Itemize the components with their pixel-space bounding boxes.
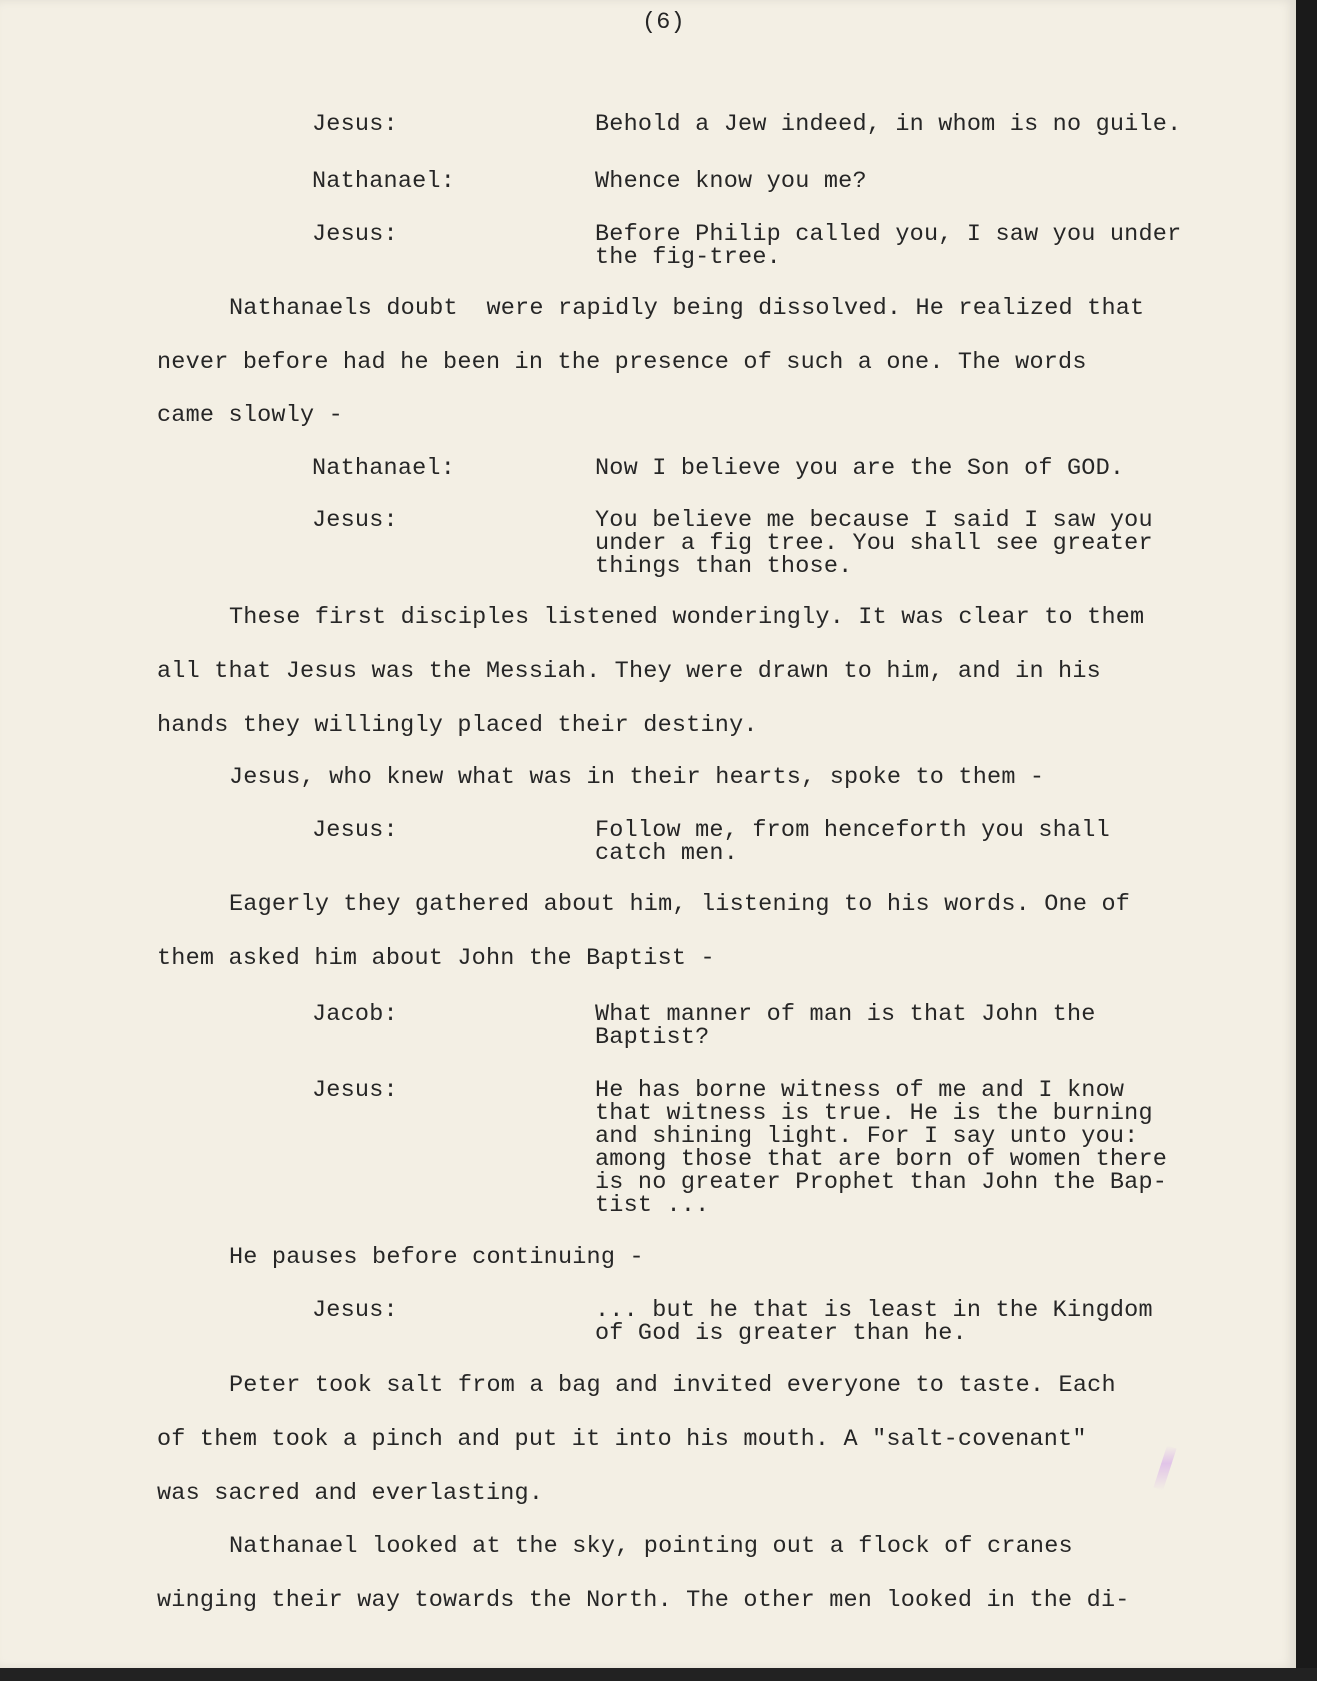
dialogue-speaker: Nathanael: [312, 455, 456, 482]
dialogue-line: is no greater Prophet than John the Bap- [595, 1169, 1168, 1196]
ink-mark [1153, 1446, 1176, 1491]
dialogue-speaker: Jacob: [312, 1001, 398, 1028]
dialogue-line: tist ... [595, 1192, 710, 1219]
dialogue-speaker: Nathanael: [312, 168, 456, 195]
scan-border-bottom [0, 1668, 1317, 1681]
dialogue-line: under a fig tree. You shall see greater [595, 530, 1153, 557]
dialogue-line: Baptist? [595, 1024, 710, 1051]
scan-border-right [1296, 0, 1317, 1681]
dialogue-speaker: Jesus: [312, 507, 398, 534]
dialogue-line: catch men. [595, 840, 739, 867]
narration-line: Peter took salt from a bag and invited everyone to taste. Each [229, 1372, 1116, 1399]
narration-line: Nathanael looked at the sky, pointing out a flock of cranes [229, 1533, 1073, 1560]
narration-line: of them took a pinch and put it into his mouth. A "salt-covenant" [157, 1426, 1087, 1453]
dialogue-speaker: Jesus: [312, 111, 398, 138]
dialogue-line: among those that are born of women there [595, 1146, 1168, 1173]
narration-line: never before had he been in the presence of such a one. The words [157, 349, 1087, 376]
narration-line: all that Jesus was the Messiah. They were drawn to him, and in his [157, 658, 1101, 685]
dialogue-line: of God is greater than he. [595, 1320, 967, 1347]
dialogue-line: Behold a Jew indeed, in whom is no guile. [595, 111, 1182, 138]
narration-line: them asked him about John the Baptist - [157, 945, 715, 972]
dialogue-speaker: Jesus: [312, 817, 398, 844]
dialogue-speaker: Jesus: [312, 1077, 398, 1104]
dialogue-line: What manner of man is that John the [595, 1001, 1096, 1028]
narration-line: Nathanaels doubt were rapidly being dissolved. He realized that [229, 295, 1145, 322]
narration-line: was sacred and everlasting. [157, 1480, 544, 1507]
dialogue-speaker: Jesus: [312, 1297, 398, 1324]
narration-line: Eagerly they gathered about him, listening to his words. One of [229, 891, 1131, 918]
dialogue-line: Before Philip called you, I saw you under [595, 221, 1182, 248]
narration-line: came slowly - [157, 402, 343, 429]
dialogue-speaker: Jesus: [312, 221, 398, 248]
dialogue-line: Now I believe you are the Son of GOD. [595, 455, 1125, 482]
dialogue-line: Whence know you me? [595, 168, 867, 195]
dialogue-line: and shining light. For I say unto you: [595, 1123, 1139, 1150]
dialogue-line: You believe me because I said I saw you [595, 507, 1153, 534]
dialogue-line: Follow me, from henceforth you shall [595, 817, 1110, 844]
dialogue-line: He has borne witness of me and I know [595, 1077, 1125, 1104]
dialogue-line: the fig-tree. [595, 244, 781, 271]
narration-line: He pauses before continuing - [229, 1244, 644, 1271]
dialogue-line: that witness is true. He is the burning [595, 1100, 1153, 1127]
dialogue-line: things than those. [595, 553, 853, 580]
dialogue-line: ... but he that is least in the Kingdom [595, 1297, 1153, 1324]
narration-line: winging their way towards the North. The other men looked in the di- [157, 1587, 1130, 1614]
page-number: (6) [642, 9, 685, 36]
narration-line: Jesus, who knew what was in their hearts, spoke to them - [229, 764, 1045, 791]
narration-line: hands they willingly placed their destiny. [157, 712, 758, 739]
narration-line: These first disciples listened wonderingly. It was clear to them [229, 604, 1145, 631]
